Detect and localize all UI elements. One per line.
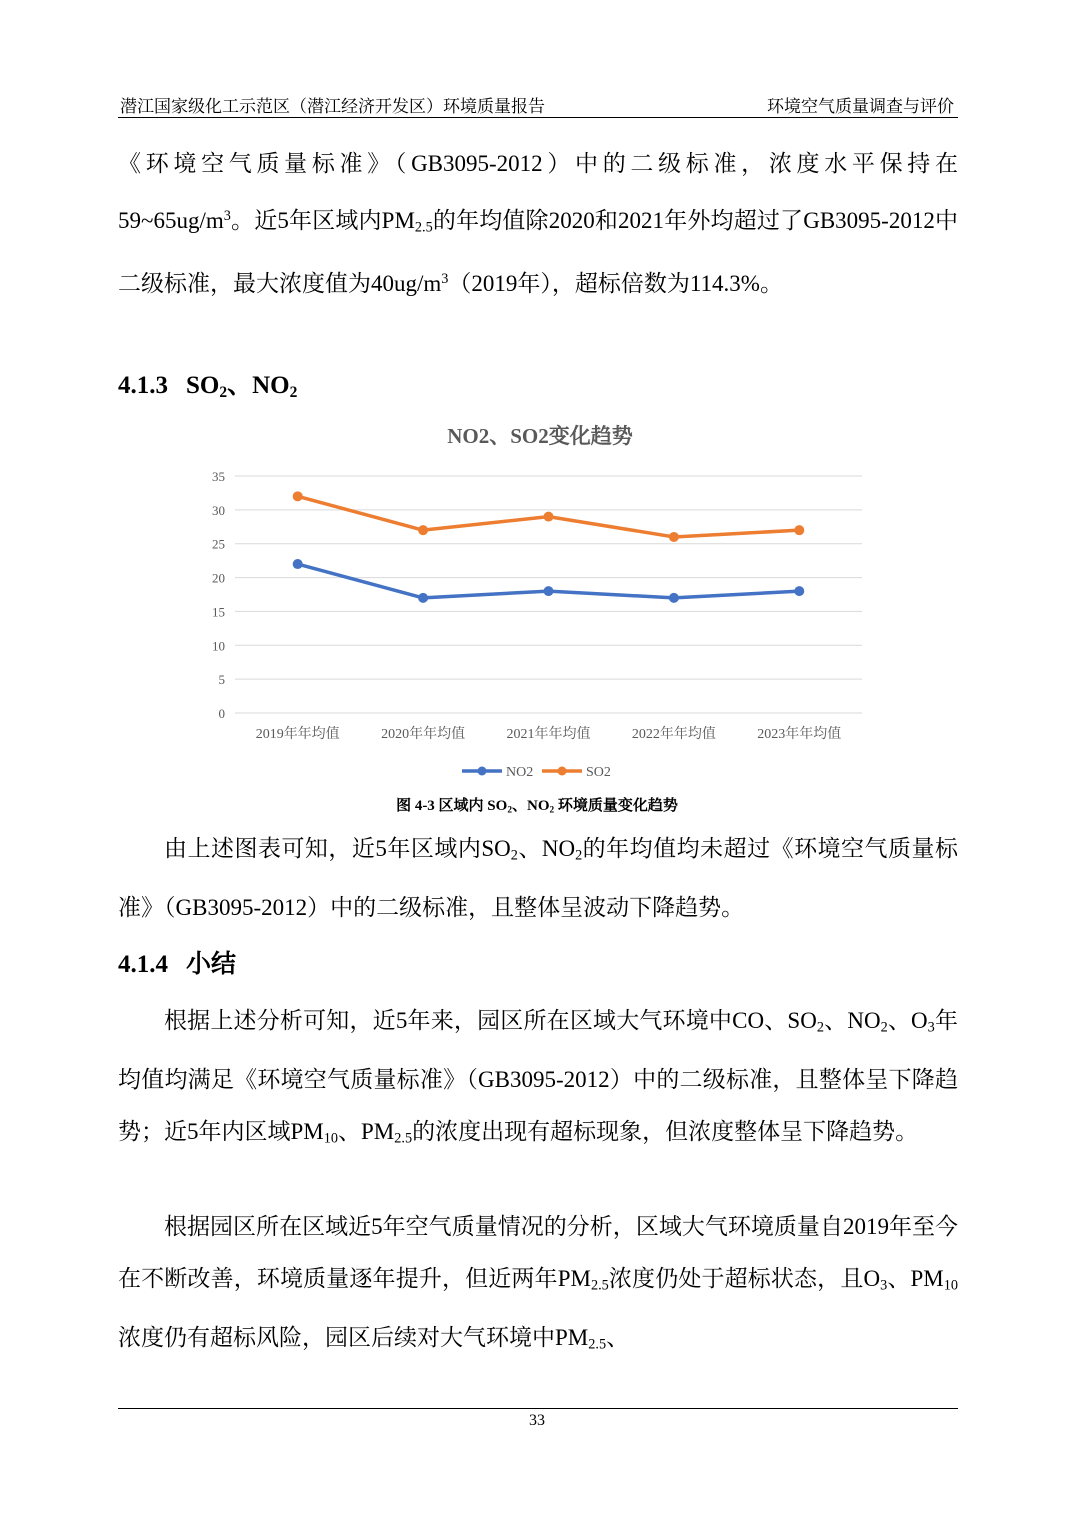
data-point-so2 [293,491,303,501]
legend-label: SO2 [586,765,611,780]
header-divider [118,117,958,118]
data-point-no2 [544,586,554,596]
data-point-so2 [544,512,554,522]
y-tick-label: 10 [212,638,225,654]
data-point-no2 [293,559,303,569]
data-point-so2 [669,532,679,542]
y-tick-label: 30 [212,502,225,518]
header-section-title: 环境空气质量调查与评价 [767,97,954,117]
y-tick-label: 0 [218,706,225,721]
y-tick-label: 20 [212,570,225,586]
intro-paragraph: 《环境空气质量标准》（GB3095-2012）中的二级标准，浓度水平保持在$59\sim 65ug/m^3$。近5年区域内$PM_{2.5}$的年均值除2020和2021年外均超过了GB3095-2012中二级标准，最大浓度值为$40ug/m^3(2019$年），超标倍数为114.3%。 [118,151,958,297]
x-tick-label: 2021年年均值 [506,727,591,742]
x-tick-label: 2022年年均值 [631,727,716,742]
header-report-title: 潜江国家级化工示范区（潜江经济开发区）环境质量报告 [120,97,545,117]
no2-so2-trend-chart [190,415,890,790]
legend-swatch-marker [558,767,567,776]
y-tick-label: 15 [212,604,225,620]
y-tick-label: 35 [212,469,225,484]
x-tick-label: 2020年年均值 [381,727,466,742]
section-heading-4-1-3: 4.1.3 $SO_2$、$NO_2$ [118,372,298,401]
data-point-so2 [794,525,804,535]
data-point-no2 [794,586,804,596]
x-tick-label: 2023年年均值 [757,727,842,742]
chart-title: NO2、SO2变化趋势 [447,424,633,448]
page-number: 33 [529,1412,545,1429]
figure-caption: 图 4-3 区域内 $SO_2$、$NO_2$ 环境质量变化趋势 [396,798,678,816]
y-tick-label: 25 [212,536,225,552]
legend-swatch-marker [478,767,487,776]
y-tick-label: 5 [218,672,225,688]
summary-paragraph-1: 根据上述分析可知，近5年来，园区所在区域大气环境中CO、$SO_2$、$NO_2$、$O_3$年均值均满足《环境空气质量标准》（GB3095-2012）中的二级标准，且整体呈下降趋势；近5年内区域$PM_{10}$、$PM_{2.5}$的浓度出现有超标现象，但浓度整体呈下降趋势。 [118,1008,958,1147]
data-point-no2 [669,593,679,603]
data-point-so2 [418,525,428,535]
trend-analysis-paragraph: 由上述图表可知，近5年区域内$SO_2$、$NO_2$的年均值均未超过《环境空气质量标准》（GB3095-2012）中的二级标准，且整体呈波动下降趋势。 [118,836,958,920]
footer-divider [118,1408,958,1409]
section-heading-4-1-4: 4.1.4 小结 [118,951,237,978]
summary-paragraph-2: 根据园区所在区域近5年空气质量情况的分析，区域大气环境质量自2019年至今在不断改善，环境质量逐年提升，但近两年$PM_{2.5}$浓度仍处于超标状态，且$O_3$、$PM_{10}$浓度仍有超标风险，园区后续对大气环境中$PM_{2.5}$、 [118,1214,958,1353]
legend-label: NO2 [506,765,534,780]
data-point-no2 [418,593,428,603]
x-tick-label: 2019年年均值 [255,727,340,742]
